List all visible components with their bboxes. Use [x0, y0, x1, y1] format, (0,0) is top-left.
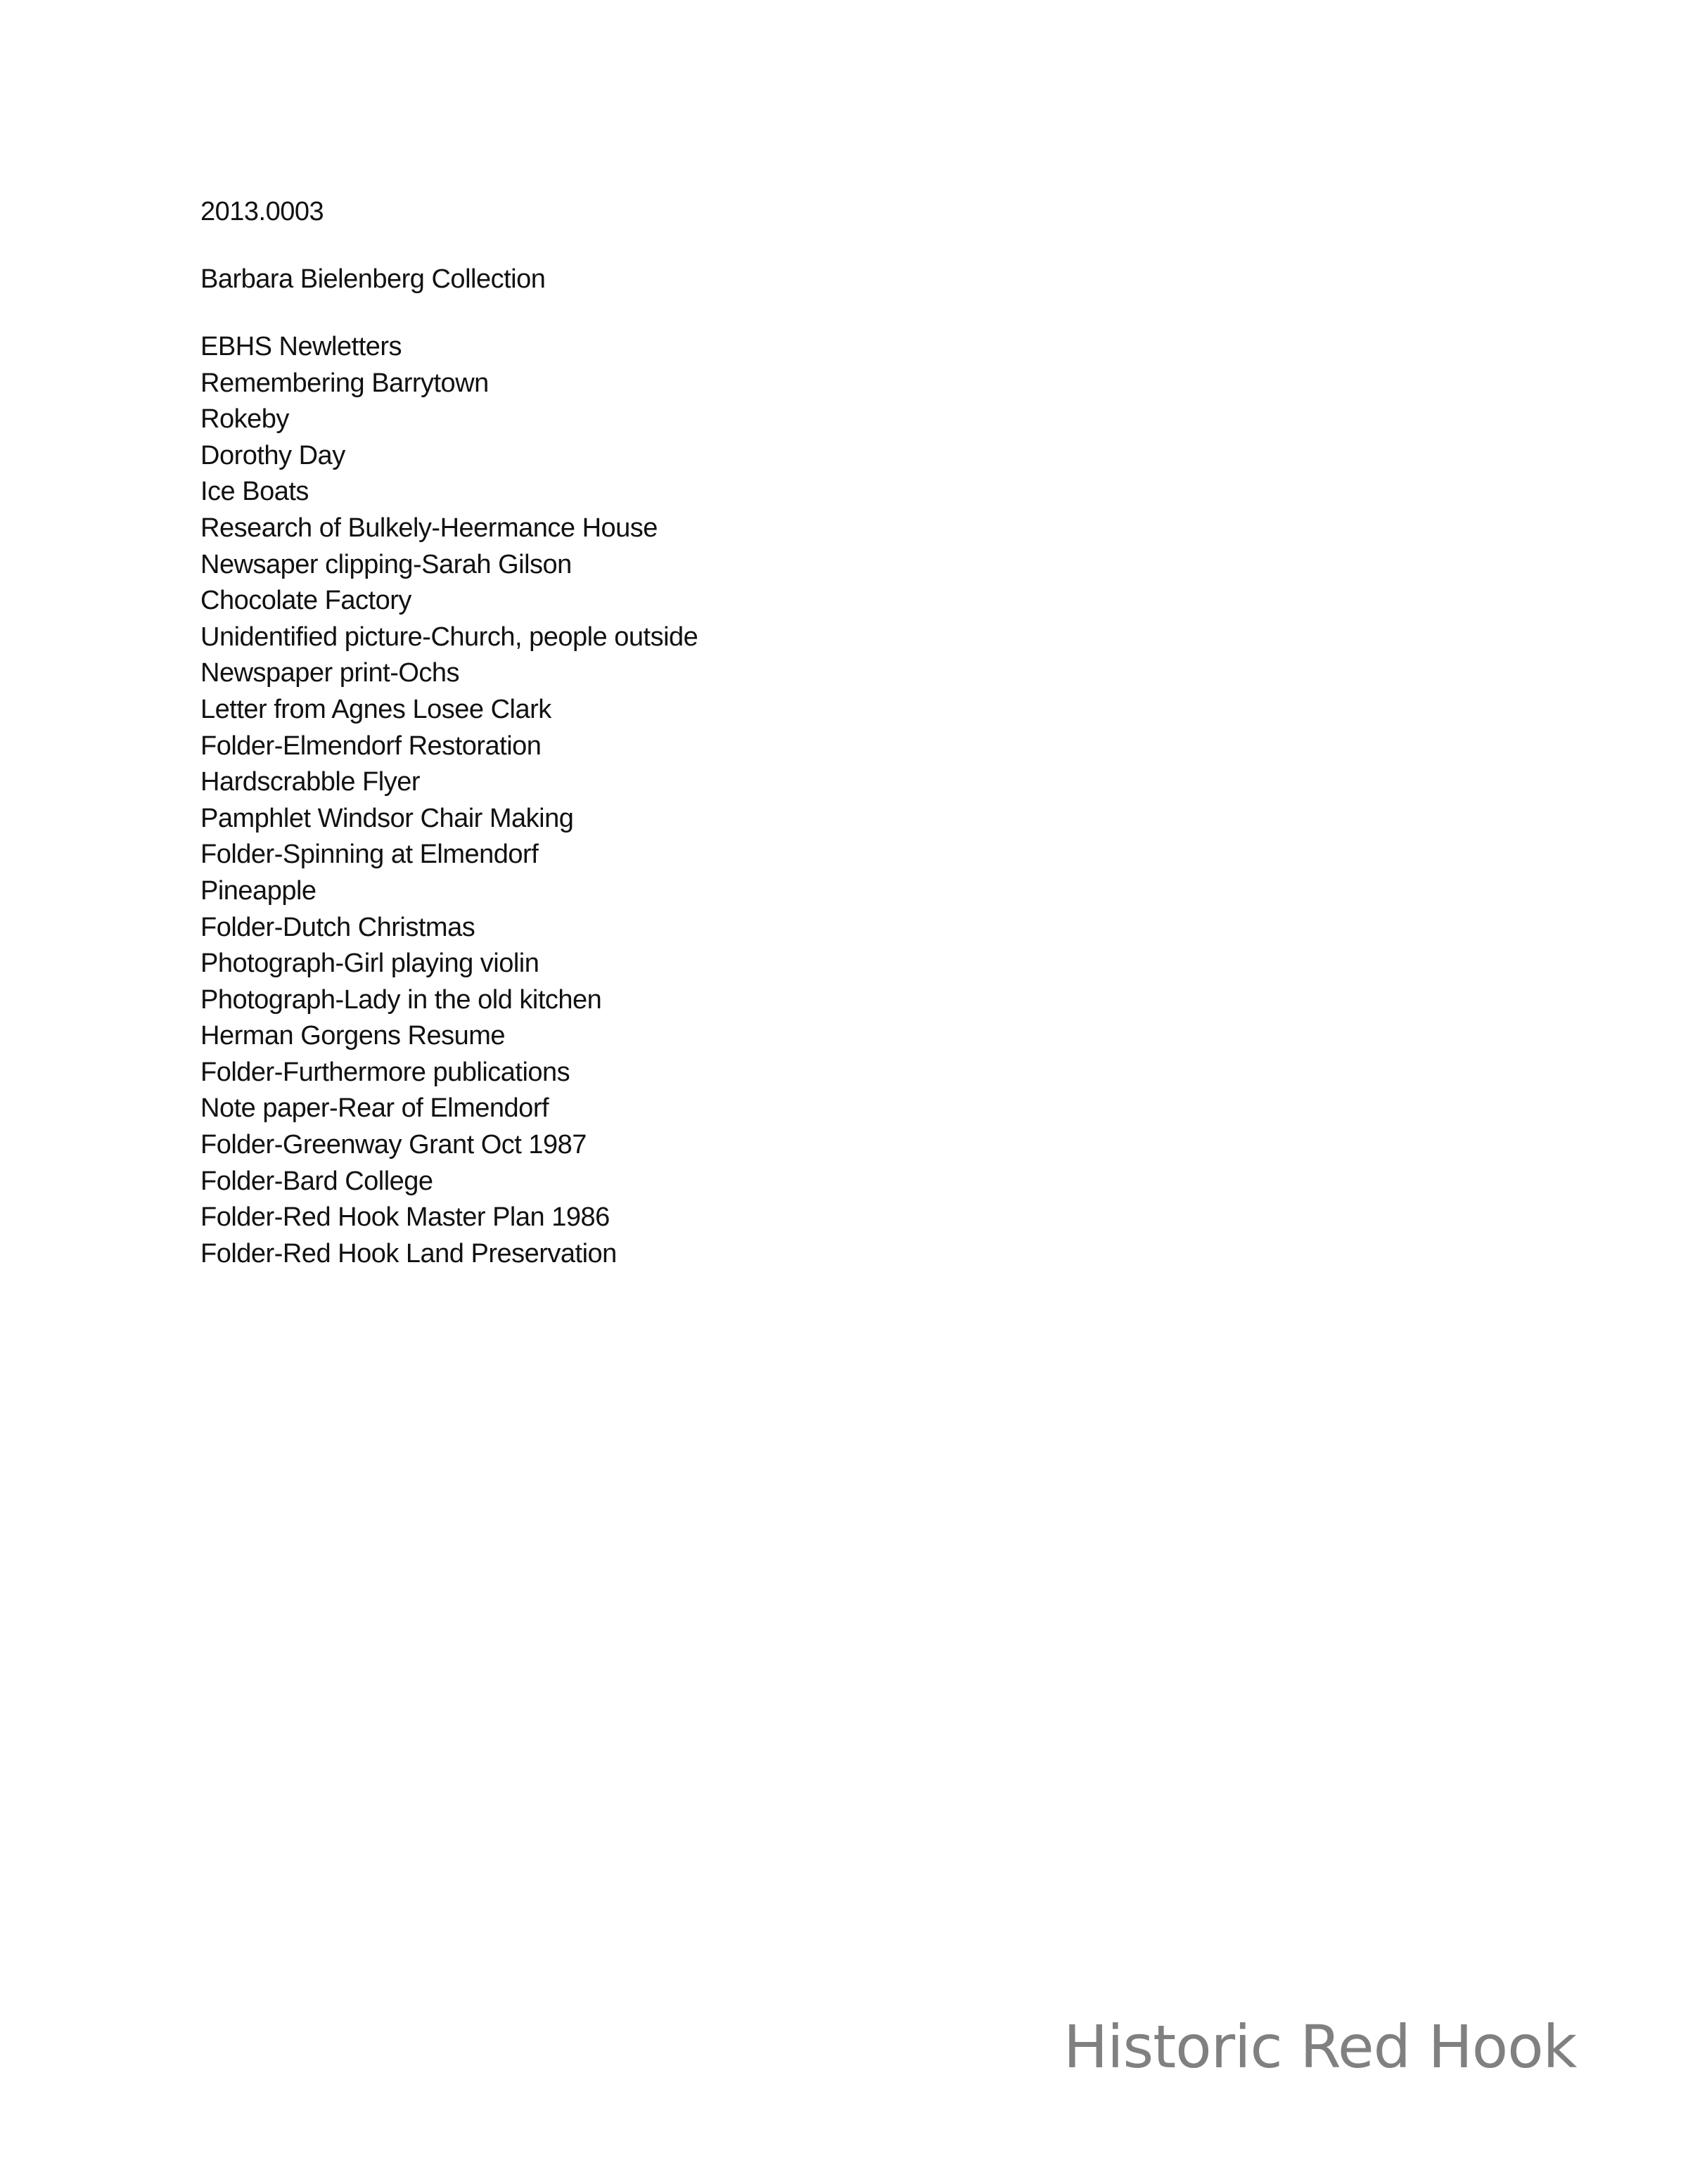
list-item: Herman Gorgens Resume: [200, 1021, 506, 1051]
list-item: Pineapple: [200, 875, 316, 906]
list-item: Folder-Greenway Grant Oct 1987: [200, 1130, 587, 1160]
accession-number: 2013.0003: [200, 197, 324, 226]
list-item: Folder-Red Hook Land Preservation: [200, 1238, 617, 1268]
list-item: Newspaper print-Ochs: [200, 658, 460, 688]
list-item: Folder-Spinning at Elmendorf: [200, 840, 539, 870]
list-item: EBHS Newletters: [200, 332, 402, 361]
list-item: Research of Bulkely-Heermance House: [200, 513, 658, 543]
list-item: Ice Boats: [200, 477, 309, 507]
list-item: Folder-Elmendorf Restoration: [200, 731, 542, 761]
list-item: Photograph-Lady in the old kitchen: [200, 984, 602, 1015]
list-item: Note paper-Rear of Elmendorf: [200, 1093, 549, 1124]
list-item: Photograph-Girl playing violin: [200, 949, 539, 979]
list-item: Dorothy Day: [200, 440, 345, 470]
list-item: Folder-Furthermore publications: [200, 1057, 570, 1087]
list-item: Pamphlet Windsor Chair Making: [200, 803, 574, 833]
list-item: Remembering Barrytown: [200, 368, 489, 398]
list-item: Newsaper clipping-Sarah Gilson: [200, 549, 572, 579]
list-item: Folder-Red Hook Master Plan 1986: [200, 1202, 610, 1233]
list-item: Folder-Bard College: [200, 1166, 433, 1196]
list-item: Hardscrabble Flyer: [200, 767, 420, 797]
list-item: Chocolate Factory: [200, 586, 411, 616]
list-item: Unidentified picture-Church, people outside: [200, 622, 698, 652]
list-item: Letter from Agnes Losee Clark: [200, 694, 551, 724]
collection-title: Barbara Bielenberg Collection: [200, 264, 546, 294]
footer-watermark: Historic Red Hook: [1063, 2012, 1577, 2081]
list-item: Rokeby: [200, 404, 289, 435]
list-item: Folder-Dutch Christmas: [200, 912, 475, 942]
item-list: [200, 329, 698, 1272]
